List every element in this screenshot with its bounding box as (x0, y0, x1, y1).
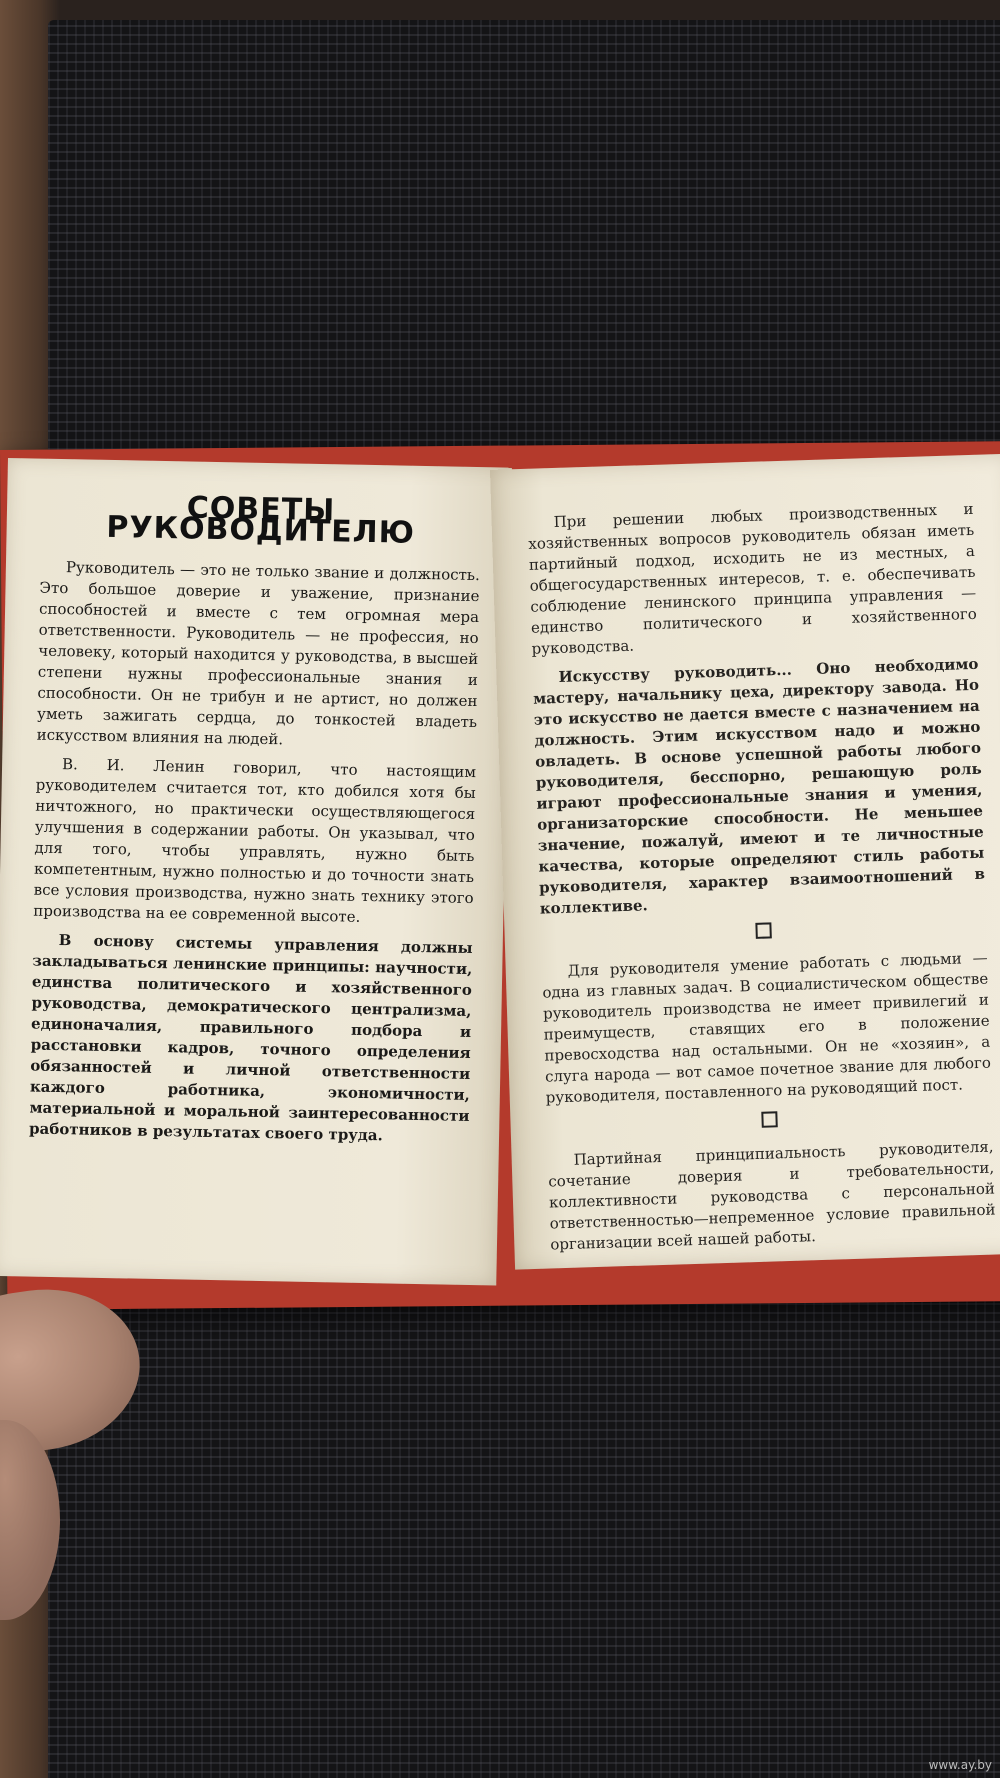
paragraph: При решении любых производственных и хозяйственных вопросов руководитель обязан иметь партийный подход, исходить не из местных, а общегосударственных интересов, т. е. обеспечивать соблюдение ленинского принципа управления — единство политического и хозяйственного руководства. (528, 499, 978, 658)
page-title: СОВЕТЫ РУКОВОДИТЕЛЮ (106, 490, 416, 551)
paragraph: В. И. Ленин говорил, что настоящим руководителем считается тот, кто добился хотя бы ничтожного, но практически осуществляющегося улучшения в содержании работы. Он указывал, что для того, чтобы управлять, нужно быть компетентным, нужно полностью и до точности знать все условия производства, нужно знать технику этого производства на ее современной высоте. (33, 755, 477, 926)
paragraph: В основу системы управления должны закладываться ленинские принципы: научности, единства политического и хозяйственного руководства, демократического централизма, единоначалия, правильного подбора и расстановки кадров, точного определения обязанностей и личной ответственности каждого работника, экономичности, материальной и моральной заинтересованности работников в результатах своего труда. (28, 931, 473, 1145)
paragraph: Руководитель — это не только звание и должность. Это большое доверие и уважение, признание способностей и вместе с тем огромная мера ответственности. Руководитель — не профессия, но человеку, который находится у руководства, в высшей степени нужны профессиональные знания и способности. Он не трибун и не артист, но должен уметь зажигать сердца, до тонкостей владеть искусством влияния на людей. (36, 558, 481, 749)
square-separator-icon (761, 1111, 777, 1127)
paragraph: Искусству руководить... Оно необходимо мастеру, начальнику цеха, директору завода. Но это искусство не дается вместе с назначением на должность. Этим искусством надо и можно овладеть. В основе успешной работы любого руководителя, бесспорно, решающую роль играют профессиональные знания и умения, организаторские способности. Не меньшее значение, пожалуй, имеют и те личностные качества, которые определяют стиль работы руководителя, характер взаимоотношений в коллективе. (532, 654, 986, 918)
left-page (0, 458, 512, 1286)
right-page (490, 454, 1000, 1270)
right-page-text (527, 499, 996, 1264)
paragraph: Партийная принципиальность руководителя, сочетание доверия и требовательности, коллективности руководства с персональной ответственностью—непременное условие правильной организации всей нашей работы. (548, 1137, 996, 1254)
paragraph: Для руководителя умение работать с людьми — одна из главных задач. В социалистическом обществе руководитель производства не имеет привилегий и преимуществ, ставящих его в положение превосходства над остальными. Он не «хозяин», а слуга народа — вот самое почетное звание для любого руководителя, поставленного на руководящий пост. (542, 948, 992, 1107)
left-page-text (28, 490, 481, 1156)
watermark: www.ay.by (928, 1758, 992, 1772)
square-separator-icon (755, 922, 771, 938)
